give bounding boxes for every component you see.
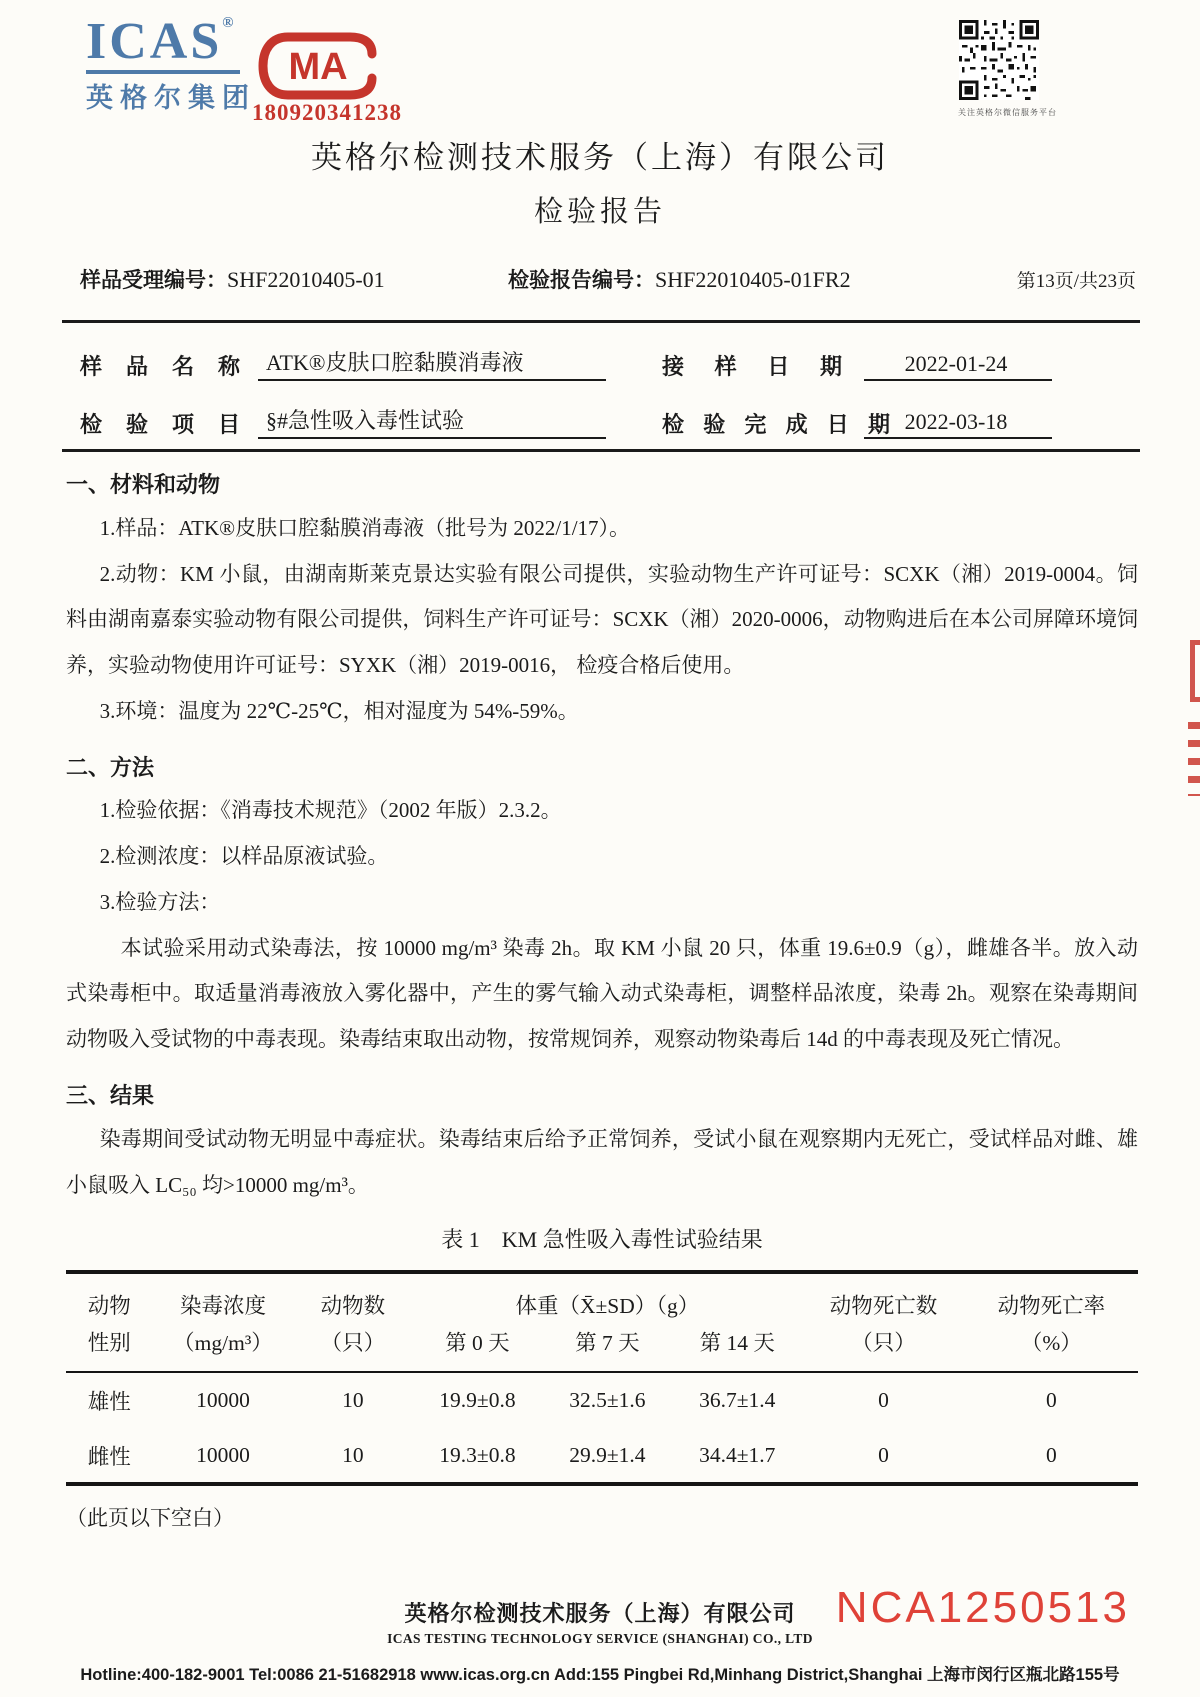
report-number-label: 检验报告编号： bbox=[508, 269, 655, 292]
section-2-paragraph-basis: 1.检验依据：《消毒技术规范》（2002 年版）2.3.2。 bbox=[99, 798, 562, 823]
header-concentration: 染毒浓度 bbox=[179, 1293, 266, 1318]
cell-day7: 32.5±1.6 bbox=[569, 1388, 646, 1413]
sample-accept-number bbox=[80, 264, 508, 294]
sample-name-label: 样品名称 bbox=[80, 354, 240, 379]
receive-date-value: 2022-01-24 bbox=[864, 351, 1052, 381]
cell-deaths: 0 bbox=[878, 1442, 889, 1467]
footer-company-en: ICAS TESTING TECHNOLOGY SERVICE (SHANGHAI) CO., LTD bbox=[387, 1631, 813, 1646]
cell-count: 10 bbox=[342, 1442, 364, 1467]
cell-day0: 19.3±0.8 bbox=[439, 1442, 516, 1467]
section-3-title: 三、结果 bbox=[66, 1083, 155, 1109]
header-deaths-unit: （只） bbox=[802, 1320, 964, 1372]
icas-logo-text: ICAS® bbox=[86, 16, 240, 74]
header-death-rate: 动物死亡率 bbox=[997, 1293, 1106, 1318]
table-row-female bbox=[66, 1428, 1138, 1484]
result-table bbox=[66, 1270, 1138, 1486]
section-1-paragraph-sample: 1.样品：ATK®皮肤口腔黏膜消毒液（批号为 2022/1/17）。 bbox=[99, 515, 631, 540]
sample-accept-number-value: SHF22010405-01 bbox=[227, 267, 385, 292]
qr-code-icon bbox=[959, 20, 1039, 100]
section-2-paragraph-method-label: 3.检验方法： bbox=[99, 889, 221, 914]
complete-date-label: 检验完成日期 bbox=[662, 412, 890, 437]
receive-date-label: 接样日期 bbox=[662, 354, 842, 379]
cell-rate: 0 bbox=[1045, 1388, 1057, 1413]
cell-sex: 雌性 bbox=[87, 1444, 131, 1469]
blank-below-note: （此页以下空白） bbox=[66, 1506, 234, 1531]
registered-mark-icon: ® bbox=[222, 15, 237, 31]
table-header-row-1 bbox=[66, 1272, 1138, 1320]
report-body bbox=[66, 464, 1138, 1532]
section-3-paragraph-result: 染毒期间受试动物无明显中毒症状。染毒结束后给予正常饲养，受试小鼠在观察期内无死亡，受试样品对雌、雄小鼠吸入 LC₅₀ 均>10000 mg/m³。 bbox=[66, 1126, 1138, 1197]
footer-company-cn: 英格尔检测技术服务（上海）有限公司 bbox=[404, 1601, 796, 1626]
cell-rate: 0 bbox=[1045, 1442, 1057, 1467]
header-concentration-unit: （mg/m³） bbox=[153, 1320, 294, 1372]
cell-day0: 19.9±0.8 bbox=[439, 1388, 516, 1413]
cell-concentration: 10000 bbox=[196, 1442, 250, 1467]
header-animal-count: 动物数 bbox=[320, 1293, 386, 1318]
cell-deaths: 0 bbox=[878, 1388, 889, 1413]
cell-day14: 34.4±1.7 bbox=[699, 1442, 776, 1467]
header-day-7: 第 7 天 bbox=[542, 1320, 672, 1372]
report-title: 检验报告 bbox=[533, 196, 666, 228]
icas-logo bbox=[86, 13, 256, 115]
section-1-paragraph-environment: 3.环境：温度为 22℃-25℃，相对湿度为 54%-59%。 bbox=[99, 698, 579, 723]
header-day-0: 第 0 天 bbox=[412, 1320, 542, 1372]
header-sex: 性别 bbox=[66, 1320, 153, 1372]
footer-contact-line: Hotline:400-182-9001 Tel:0086 21-51682918 www.icas.org.cn Add:155 Pingbei Rd,Minhang District,Shanghai 上海市闵行区瓶北路155号 bbox=[80, 1666, 1120, 1684]
test-item-label: 检验项目 bbox=[80, 412, 240, 437]
report-header bbox=[0, 0, 1200, 128]
seam-stamp-icon bbox=[1180, 640, 1200, 800]
qr-code-block bbox=[958, 20, 1057, 118]
header-bodyweight: 体重（X̄±SD）（g） bbox=[515, 1293, 700, 1318]
header-count-unit: （只） bbox=[293, 1320, 412, 1372]
field-row-item bbox=[80, 381, 1136, 439]
icas-logo-subtitle: 英格尔集团 bbox=[86, 83, 256, 113]
table-row-male bbox=[66, 1372, 1138, 1428]
report-footer bbox=[0, 1583, 1200, 1685]
cell-day7: 29.9±1.4 bbox=[569, 1442, 646, 1467]
section-2-title: 二、方法 bbox=[66, 754, 155, 780]
table-caption: 表 1 KM 急性吸入毒性试验结果 bbox=[441, 1227, 763, 1253]
sample-fields bbox=[80, 323, 1136, 439]
field-row-sample bbox=[80, 323, 1136, 381]
header-rate-unit: （%） bbox=[965, 1320, 1138, 1372]
cma-mark-icon bbox=[258, 30, 382, 102]
footer-certificate-number: NCA1250513 bbox=[835, 1583, 1130, 1632]
page-number: 第13页/共23页 bbox=[1016, 271, 1136, 292]
header-deaths: 动物死亡数 bbox=[829, 1293, 938, 1318]
section-1-title: 一、材料和动物 bbox=[66, 472, 221, 497]
report-number-value: SHF22010405-01FR2 bbox=[655, 267, 851, 292]
cell-sex: 雄性 bbox=[87, 1390, 131, 1415]
sample-accept-number-label: 样品受理编号： bbox=[80, 269, 227, 292]
company-title: 英格尔检测技术服务（上海）有限公司 bbox=[311, 140, 889, 175]
cell-count: 10 bbox=[342, 1388, 364, 1413]
cell-concentration: 10000 bbox=[196, 1388, 250, 1413]
qr-caption: 关注英格尔微信服务平台 bbox=[958, 108, 1057, 117]
sample-name-value: ATK®皮肤口腔黏膜消毒液 bbox=[258, 346, 606, 381]
meta-row bbox=[80, 264, 1136, 294]
cell-day14: 36.7±1.4 bbox=[699, 1388, 776, 1413]
svg-text:MA: MA bbox=[288, 46, 348, 88]
report-number bbox=[508, 264, 1017, 294]
header-day-14: 第 14 天 bbox=[672, 1320, 802, 1372]
divider-fields bbox=[62, 449, 1140, 452]
header-animal: 动物 bbox=[87, 1293, 131, 1318]
complete-date-value: 2022-03-18 bbox=[864, 409, 1052, 439]
section-1-paragraph-animals: 2.动物：KM 小鼠，由湖南斯莱克景达实验有限公司提供，实验动物生产许可证号：SCXK（湘）2019-0004。饲料由湖南嘉泰实验动物有限公司提供，饲料生产许可证号：SCXK（湘）2020-0006，动物购进后在本公司屏障环境饲养，实验动物使用许可证号：SYXK（湘）2019-0016， 检疫合格后使用。 bbox=[66, 561, 1138, 678]
cma-certificate-number: 180920341238 bbox=[252, 100, 402, 125]
table-header-row-2 bbox=[66, 1320, 1138, 1372]
section-2-paragraph-method-detail: 本试验采用动式染毒法，按 10000 mg/m³ 染毒 2h。取 KM 小鼠 20 只，体重 19.6±0.9（g），雌雄各半。放入动式染毒柜中。取适量消毒液放入雾化器中，产生的雾气输入动式染毒柜，调整样品浓度，染毒 2h。观察在染毒期间动物吸入受试物的中毒表现。染毒结束取出动物，按常规饲养，观察动物染毒后 14d 的中毒表现及死亡情况。 bbox=[66, 935, 1138, 1052]
section-2-paragraph-concentration: 2.检测浓度：以样品原液试验。 bbox=[99, 844, 389, 869]
test-item-value: §#急性吸入毒性试验 bbox=[258, 404, 606, 439]
